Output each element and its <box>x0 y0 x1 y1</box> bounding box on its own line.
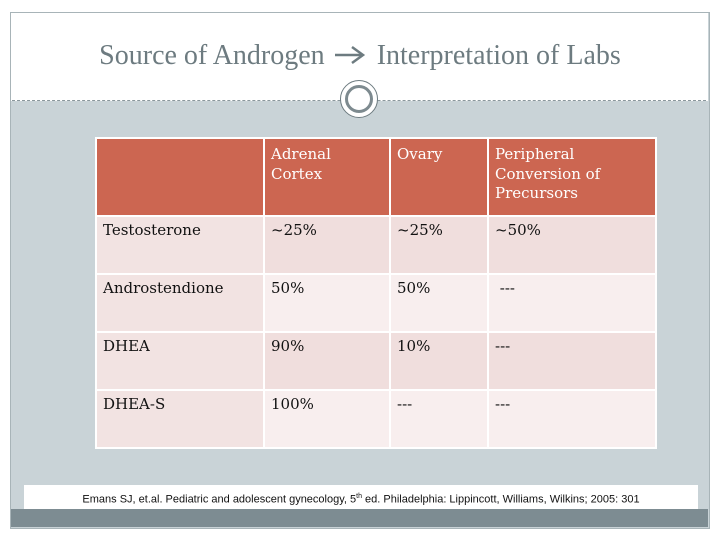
header-cell-ovary: Ovary <box>390 138 488 216</box>
table-cell: 10% <box>390 332 488 390</box>
table-cell: 100% <box>264 390 390 448</box>
table-cell: ~25% <box>390 216 488 274</box>
table-row <box>96 274 656 332</box>
citation-footer <box>24 485 698 509</box>
slide-title <box>0 40 720 72</box>
table-cell: --- <box>488 390 656 448</box>
table-row <box>96 390 656 448</box>
row-label: Androstendione <box>96 274 264 332</box>
table-cell: 90% <box>264 332 390 390</box>
table-cell: --- <box>390 390 488 448</box>
table-cell: 50% <box>264 274 390 332</box>
right-arrow-icon <box>332 43 370 67</box>
row-label: Testosterone <box>96 216 264 274</box>
citation-superscript: th <box>356 493 362 500</box>
ring-ornament-icon <box>345 85 373 113</box>
citation-text-after: ed. Philadelphia: Lippincott, Williams, Wilkins; 2005: 301 <box>361 493 640 506</box>
header-cell-peripheral-conversion: Peripheral Conversion of Precursors <box>488 138 656 216</box>
table-cell: --- <box>488 274 656 332</box>
bottom-accent-bar <box>11 509 708 527</box>
androgen-source-table <box>95 137 657 449</box>
table-row <box>96 332 656 390</box>
header-cell-adrenal-cortex: Adrenal Cortex <box>264 138 390 216</box>
row-label: DHEA-S <box>96 390 264 448</box>
table-header-row <box>96 138 656 216</box>
citation-text-before: Emans SJ, et.al. Pediatric and adolescent gynecology, 5 <box>82 493 357 506</box>
table-cell: ~25% <box>264 216 390 274</box>
table-cell: 50% <box>390 274 488 332</box>
table-cell: --- <box>488 332 656 390</box>
title-right-text: Interpretation of Labs <box>376 40 621 71</box>
title-left-text: Source of Androgen <box>99 40 325 71</box>
header-cell-empty <box>96 138 264 216</box>
table-row <box>96 216 656 274</box>
row-label: DHEA <box>96 332 264 390</box>
table-cell: ~50% <box>488 216 656 274</box>
